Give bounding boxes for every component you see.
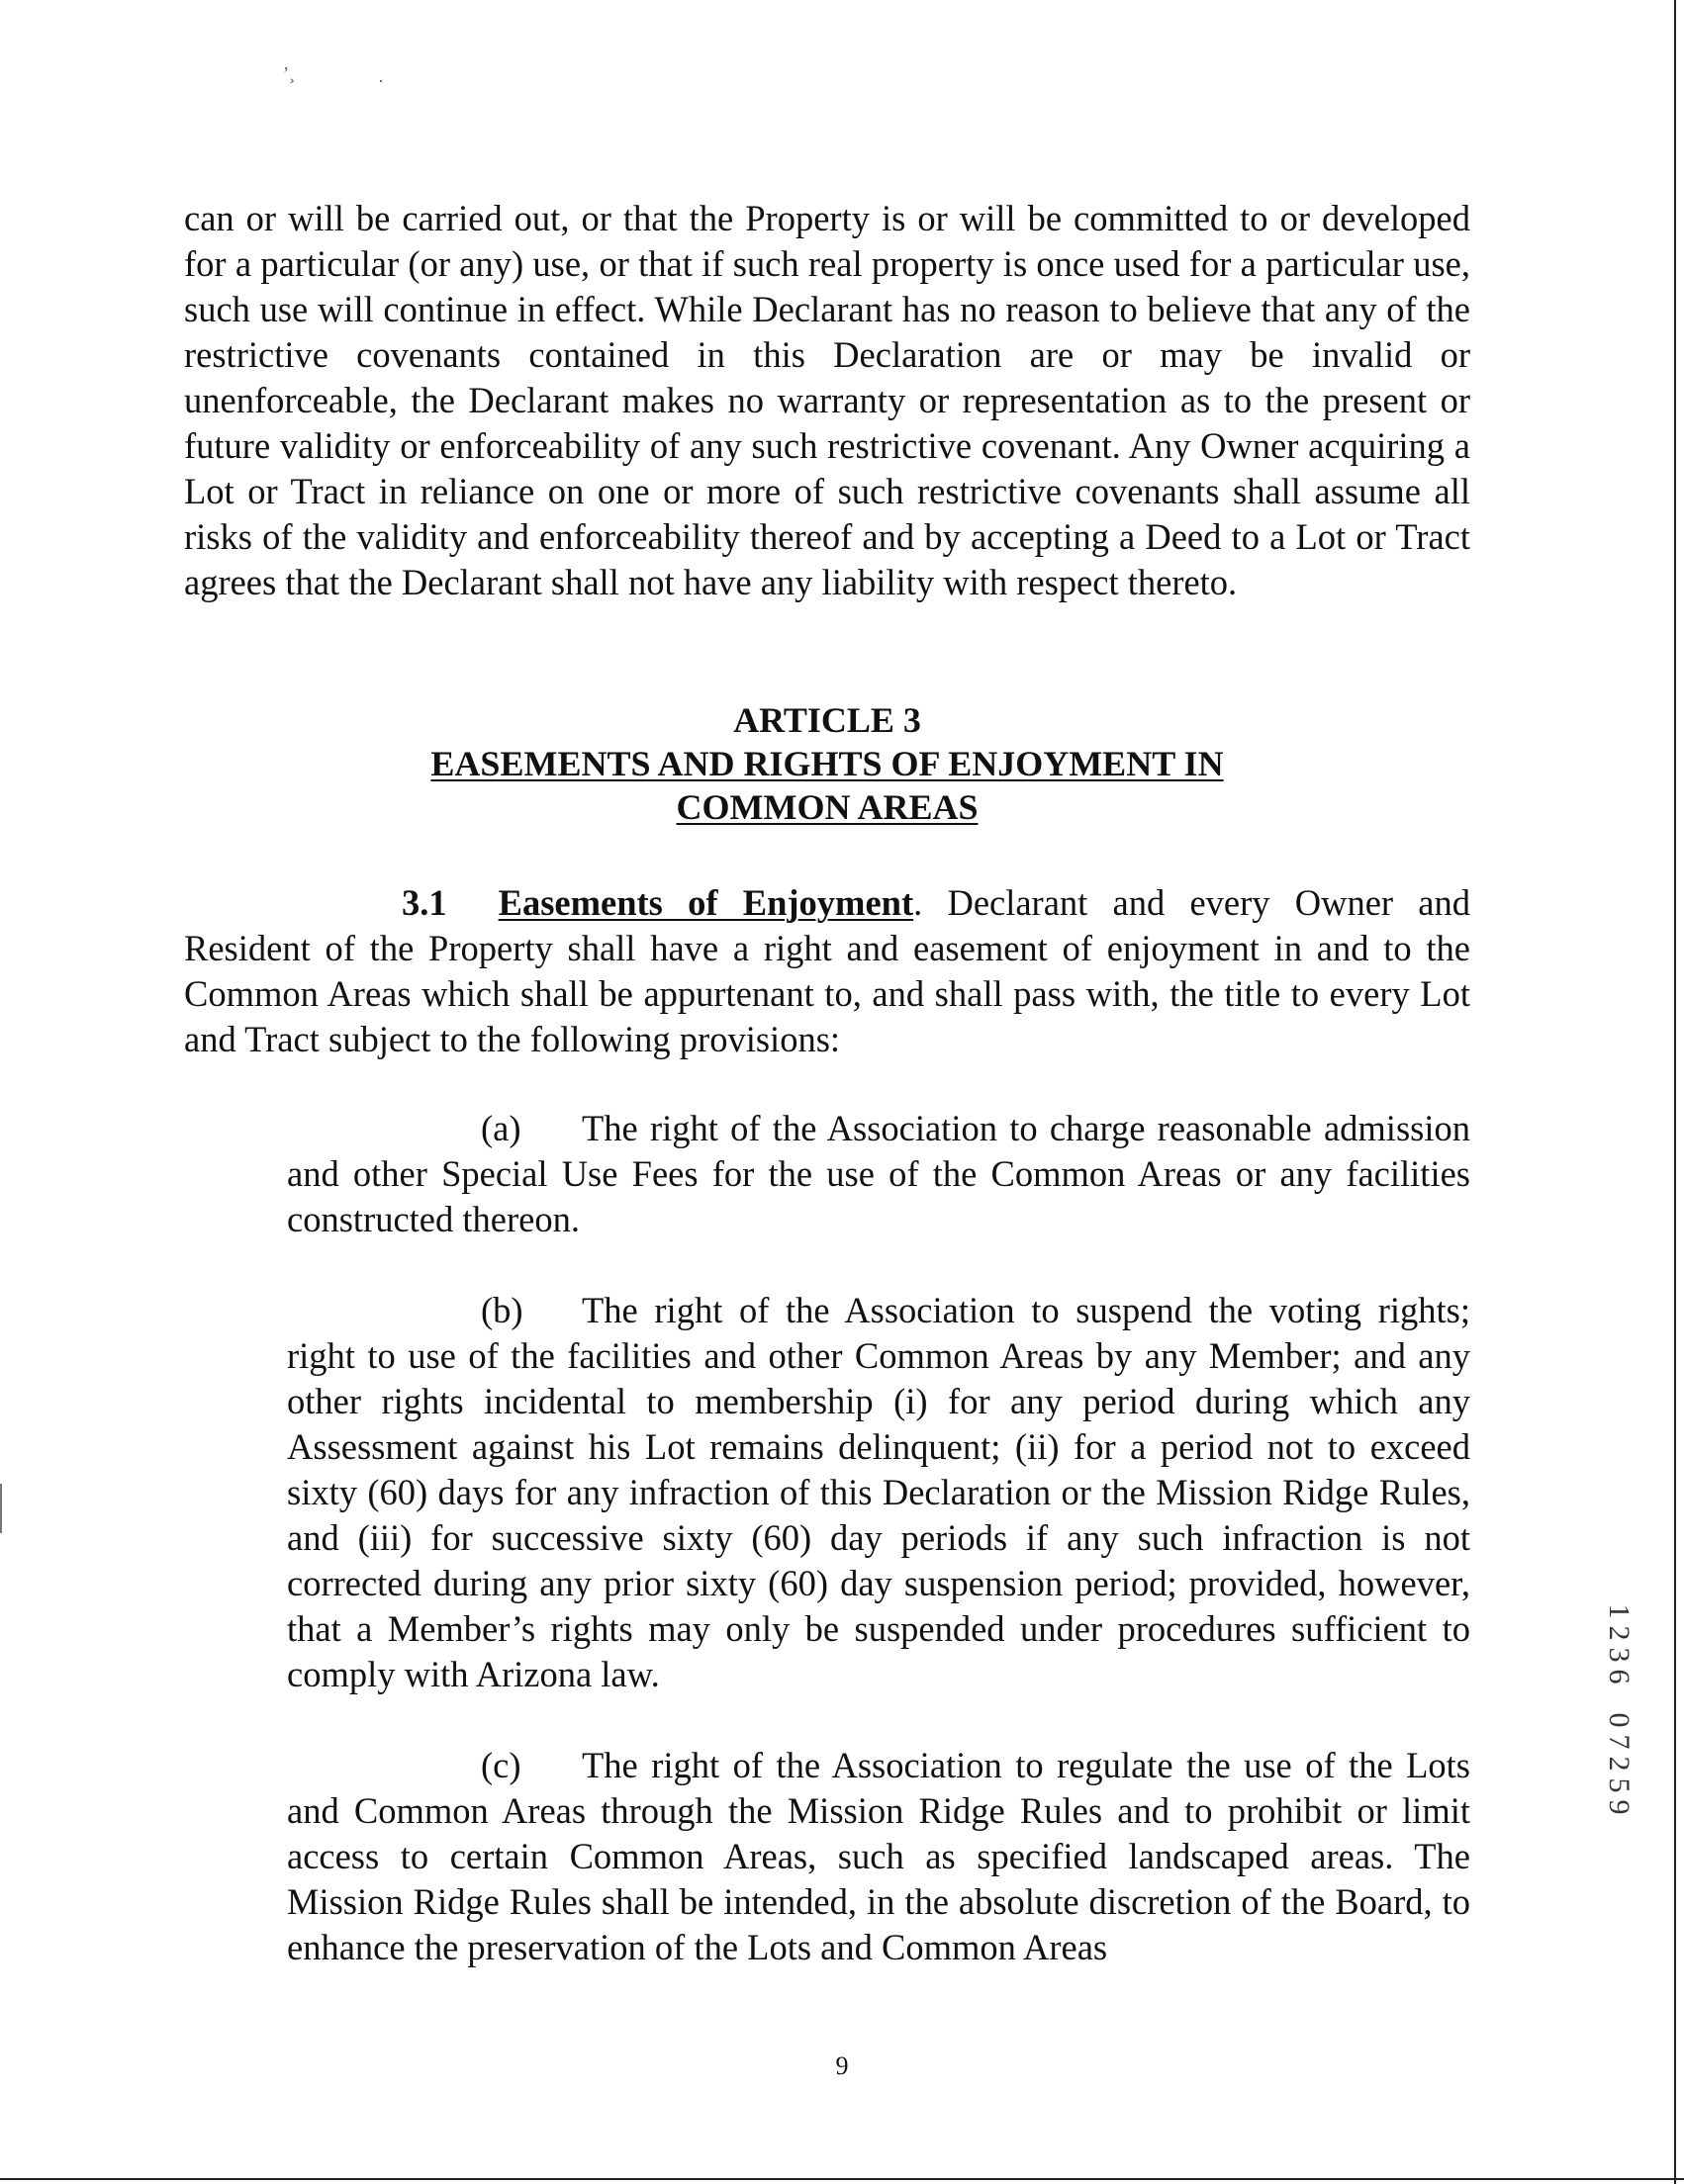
scan-border-bottom xyxy=(0,2178,1684,2180)
recording-digit: 0 xyxy=(1603,1712,1636,1728)
article-heading xyxy=(184,698,1470,829)
recording-digit: 7 xyxy=(1603,1734,1636,1750)
recording-digit: 1 xyxy=(1603,1603,1636,1619)
intro-paragraph: can or will be carried out, or that the Property is or will be committed to or developed for a particular (or any) use, or that if such real property is once used for a particular use, such use will continue in effect. While Declarant has no reason to believe that any of the restrictive covenants contained in this Declaration are or may be invalid or unenforceable, the Declarant makes no warranty or representation as to the present or future validity or enforceability of any such restrictive covenant. Any Owner acquiring a Lot or Tract in reliance on one or more of such restrictive covenants shall assume all risks of the validity and enforceability thereof and by accepting a Deed to a Lot or Tract agrees that the Declarant shall not have any liability with respect thereto. xyxy=(184,198,1470,602)
scan-artifact-mark: ’¸ xyxy=(283,63,295,83)
subsection-b-text: The right of the Association to suspend the voting rights; right to use of the facilities and other Common Areas by any Member; and any other rights incidental to membership (i) for any period during which any Assessment against his Lot remains delinquent; (ii) for a period not to exceed sixty (60) days for any infraction of this Declaration or the Mission Ridge Rules, and (iii) for successive sixty (60) day periods if any such infraction is not corrected during any prior sixty (60) day suspension period; provided, however, that a Member’s rights may only be suspended under procedures sufficient to comply with Arizona law. xyxy=(287,1290,1470,1694)
article-title-line-2: COMMON AREAS xyxy=(676,787,979,827)
page-number: 9 xyxy=(835,2051,849,2080)
subsection-a xyxy=(287,1106,1470,1242)
scan-border-right xyxy=(1674,0,1676,2184)
subsection-c-text: The right of the Association to regulate the use of the Lots and Common Areas through the Mission Ridge Rules and to prohibit or limit access to certain Common Areas, such as specified landscaped areas. The Mission Ridge Rules shall be intended, in the absolute discretion of the Board, to enhance the preservation of the Lots and Common Areas xyxy=(287,1745,1470,1967)
subsection-c-label: (c) xyxy=(481,1745,521,1785)
section-title: Easements of Enjoyment xyxy=(498,882,914,923)
scan-border-left-mark xyxy=(0,1484,2,1533)
recording-digit: 2 xyxy=(1603,1756,1636,1772)
subsection-a-text: The right of the Association to charge reasonable admission and other Special Use Fees for the use of the Common Areas or any facilities constructed thereon. xyxy=(287,1108,1470,1239)
subsection-a-label: (a) xyxy=(481,1108,521,1148)
recording-digit: 6 xyxy=(1603,1669,1636,1684)
section-3-1-paragraph xyxy=(184,880,1470,1062)
article-title-line-1: EASEMENTS AND RIGHTS OF ENJOYMENT IN xyxy=(430,744,1224,783)
section-number: 3.1 xyxy=(402,882,447,923)
recording-digit: 5 xyxy=(1603,1777,1636,1793)
recording-digit: 3 xyxy=(1603,1647,1636,1663)
subsection-b xyxy=(287,1288,1470,1697)
recording-digit: 9 xyxy=(1603,1799,1636,1815)
recording-digit: 2 xyxy=(1603,1625,1636,1641)
subsection-b-label: (b) xyxy=(481,1290,523,1330)
scan-artifact-dot: · xyxy=(378,71,384,91)
article-number: ARTICLE 3 xyxy=(733,700,921,740)
subsection-c xyxy=(287,1743,1470,1970)
section-text: . Declarant and every Owner and Resident of the Property shall have a right and easement of enjoyment in and to the Common Areas which shall be appurtenant to, and shall pass with, the title to every Lot and Tract subject to the following provisions: xyxy=(184,882,1470,1059)
recording-number-vertical xyxy=(1605,1600,1640,1867)
